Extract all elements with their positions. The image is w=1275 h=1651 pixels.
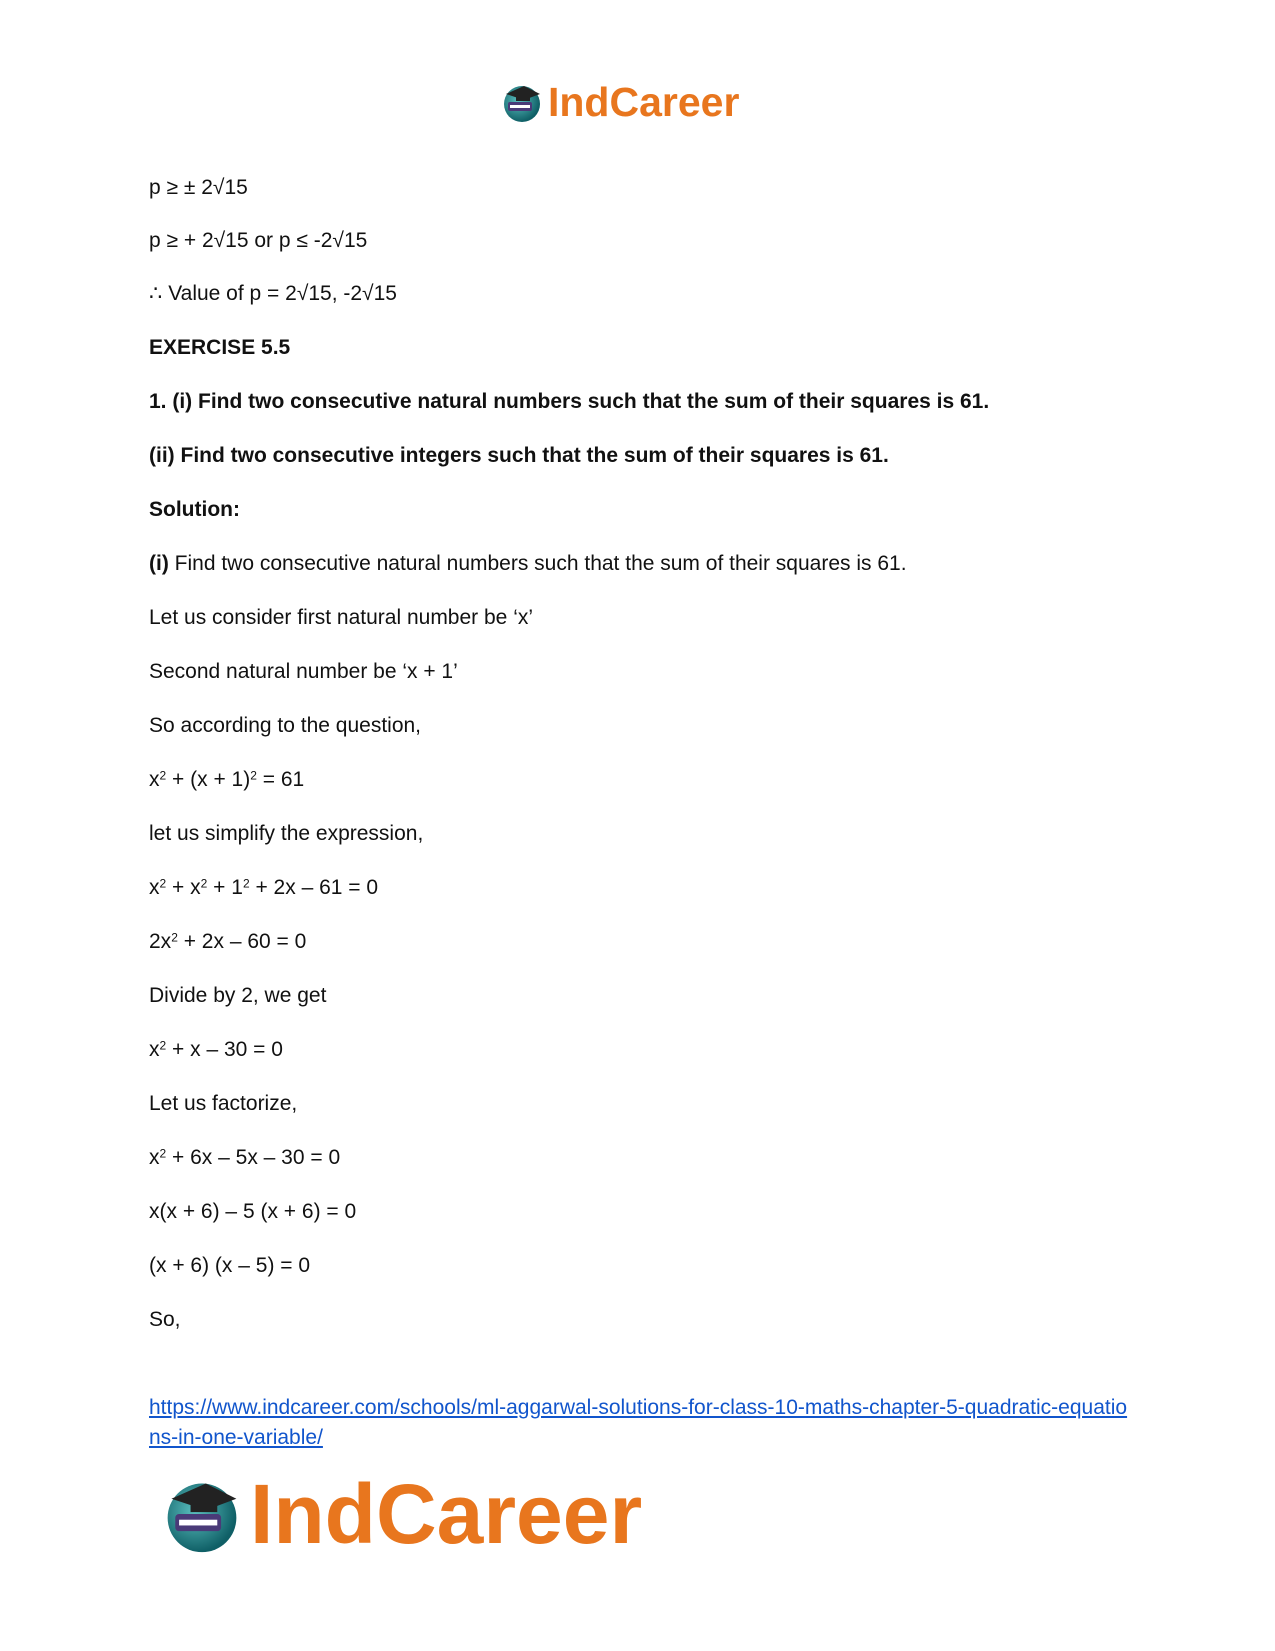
equation-reduced: $x^2 + x - 30 = 0$ (149, 1038, 283, 1061)
part-i-text: Find two consecutive natural numbers such that the sum of their squares is 61. (168, 552, 907, 575)
source-url-link[interactable]: https://www.indcareer.com/schools/ml-aggarwal-solutions-for-class-10-maths-chapter-5-quadratic-equations-in-one-variable/ (149, 1396, 1128, 1449)
graduation-globe-icon (160, 1472, 244, 1556)
solution-part-i (149, 551, 907, 577)
equation-split-middle: $x^2 + 6x - 5x - 30 = 0$ (149, 1146, 341, 1169)
equation-grouped: x(x + 6) – 5 (x + 6) = 0 (149, 1200, 357, 1223)
line-factorize: Let us factorize, (149, 1092, 298, 1115)
equation-sum-squares: $x^2 + (x + 1)^2 = 61$ (149, 768, 305, 791)
equation-expanded: $x^2 + x^2 + 1^2 + 2x - 61 = 0$ (149, 876, 379, 899)
line-value-of-p: ∴ Value of p = 2√15, -2√15 (149, 282, 397, 305)
line-second-number: Second natural number be ‘x + 1’ (149, 660, 458, 683)
question-1-i: 1. (i) Find two consecutive natural numbers such that the sum of their squares is 61. (149, 390, 990, 413)
equation-factored: (x + 6) (x – 5) = 0 (149, 1254, 311, 1277)
line-p-plus-minus: p ≥ ± 2√15 (149, 176, 248, 199)
equation-combined: $2x^2 + 2x - 60 = 0$ (149, 930, 307, 953)
question-1-ii: (ii) Find two consecutive integers such that the sum of their squares is 61. (149, 444, 889, 467)
line-divide: Divide by 2, we get (149, 984, 327, 1007)
logo-wordmark: IndCareer (548, 78, 740, 125)
exercise-heading: EXERCISE 5.5 (149, 336, 291, 359)
graduation-globe-icon (500, 80, 544, 124)
solution-label: Solution: (149, 498, 240, 521)
indcareer-logo-header (500, 78, 739, 126)
line-so: So, (149, 1308, 181, 1331)
line-according-question: So according to the question, (149, 714, 422, 737)
line-simplify: let us simplify the expression, (149, 822, 424, 845)
part-i-prefix: (i) (149, 552, 169, 575)
indcareer-logo-footer (160, 1466, 642, 1562)
logo-wordmark: IndCareer (250, 1466, 643, 1561)
line-p-range: p ≥ + 2√15 or p ≤ -2√15 (149, 229, 368, 252)
line-first-number: Let us consider first natural number be ‘x’ (149, 606, 534, 629)
